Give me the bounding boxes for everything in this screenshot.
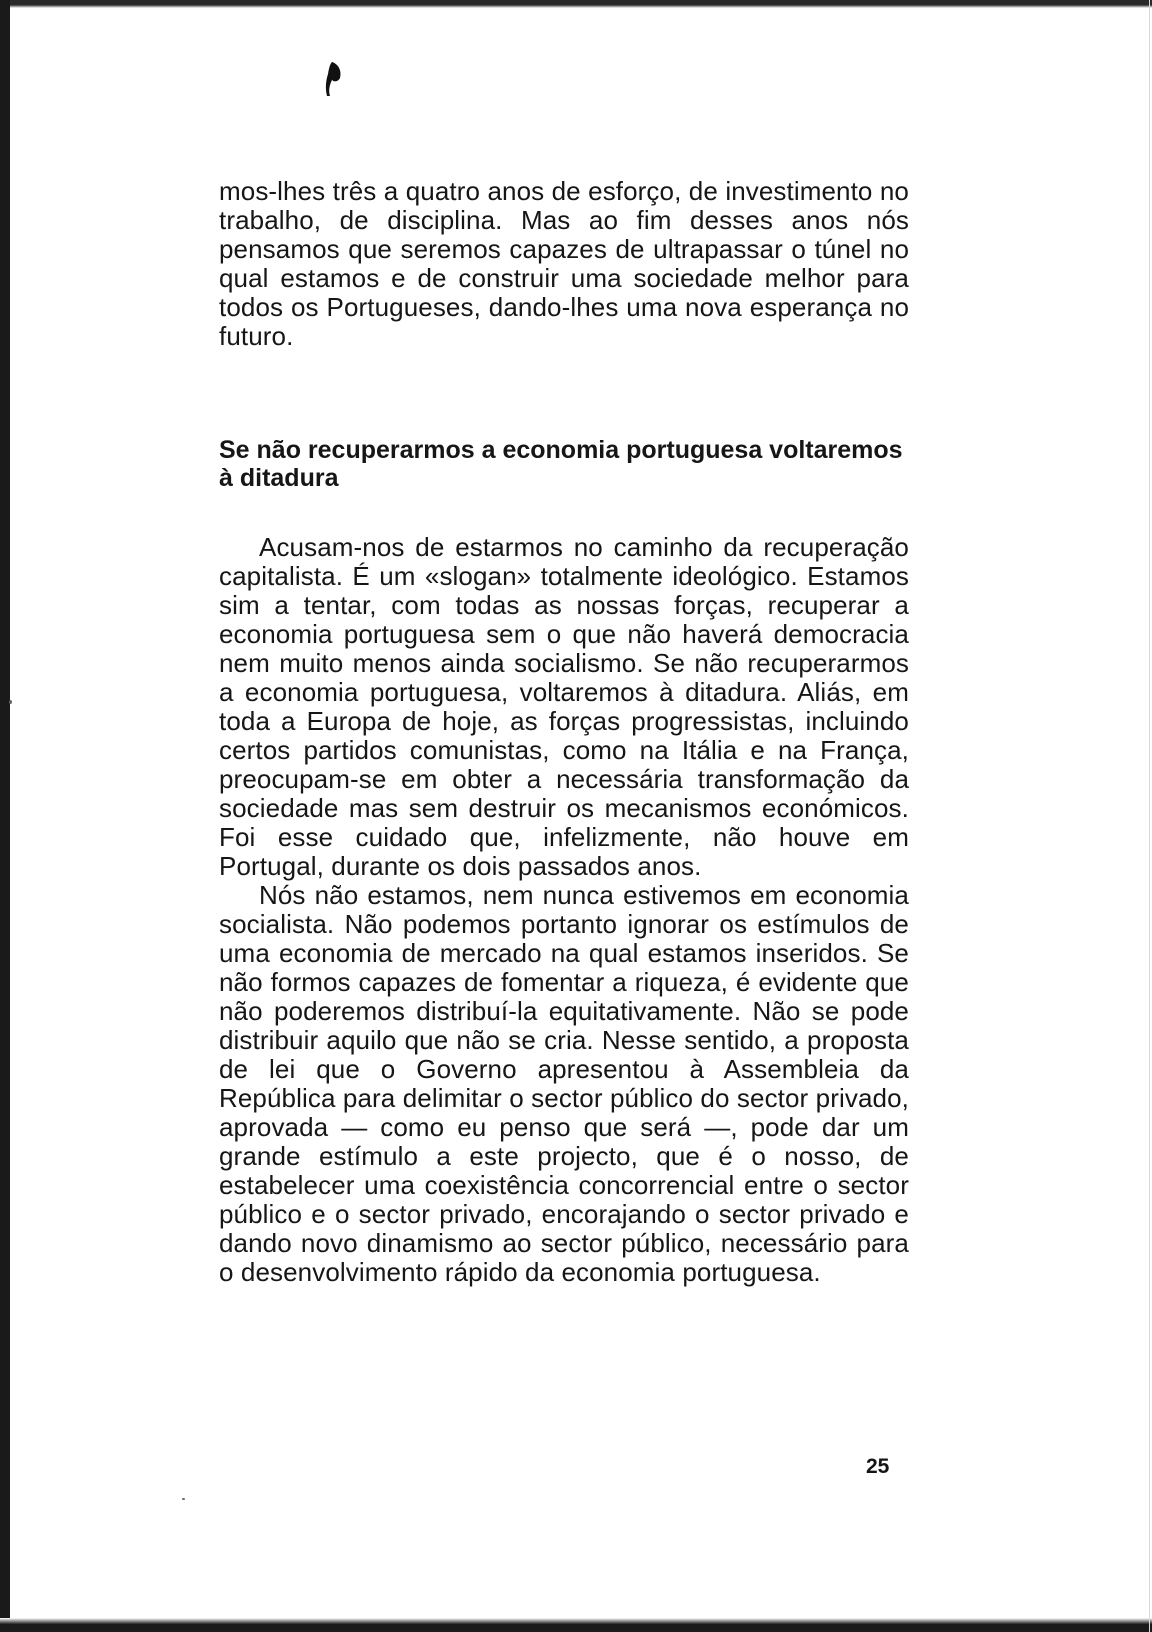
body-paragraph-1: Acusam-nos de estarmos no caminho da recuperação capitalista. É um «slogan» totalmente ideológico. Estamos sim a tentar, com todas as nossas forças, recuperar a economia portuguesa sem o que não haverá democracia nem muito menos ainda socialismo. Se não recuperarmos a economia portuguesa, voltaremos à ditadura. Aliás, em toda a Europa de hoje, as forças progressistas, incluindo certos partidos comunistas, como na Itália e na França, preocupam-se em obter a necessária transformação da sociedade mas sem destruir os mecanismos económicos. Foi esse cuidado que, infelizmente, não houve em Portugal, durante os dois passados anos. [219, 532, 909, 881]
scan-edge-right [1149, 0, 1150, 1632]
scan-edge-left [0, 0, 10, 1632]
scan-speck [9, 700, 12, 704]
body-paragraph-2: Nós não estamos, nem nunca estivemos em economia socialista. Não podemos portanto ignorar os estímulos de uma economia de mercado na qual estamos inseridos. Se não formos capazes de fomentar a riqueza, é evidente que não poderemos distribuí-la equitativamente. Não se pode distribuir aquilo que não se cria. Nesse sentido, a proposta de lei que o Governo apresentou à Assembleia da República para delimitar o sector público do sector privado, aprovada — como eu penso que será —, pode dar um grande estímulo a este projecto, que é o nosso, de estabelecer uma coexistência concorrencial entre o sector público e o sector privado, encorajando o sector privado e dando novo dinamismo ao sector público, necessário para o desenvolvimento rápido da economia portuguesa. [219, 880, 909, 1287]
ink-smudge-mark [318, 58, 348, 100]
scan-speck [182, 1498, 185, 1500]
scan-edge-bottom [0, 1618, 1152, 1632]
section-heading: Se não recuperarmos a economia portuguesa voltaremos à ditadura [219, 436, 903, 492]
scan-edge-top [0, 0, 1152, 8]
body-text [219, 533, 909, 1287]
intro-paragraph: mos-lhes três a quatro anos de esforço, de investimento no trabalho, de disciplina. Mas ao fim desses anos nós pensamos que seremos capazes de ultrapassar o túnel no qual estamos e de construir uma sociedade melhor para todos os Portugueses, dando-lhes uma nova esperança no futuro. [219, 176, 909, 351]
intro-text [219, 177, 909, 351]
page-number: 25 [866, 1455, 890, 1478]
